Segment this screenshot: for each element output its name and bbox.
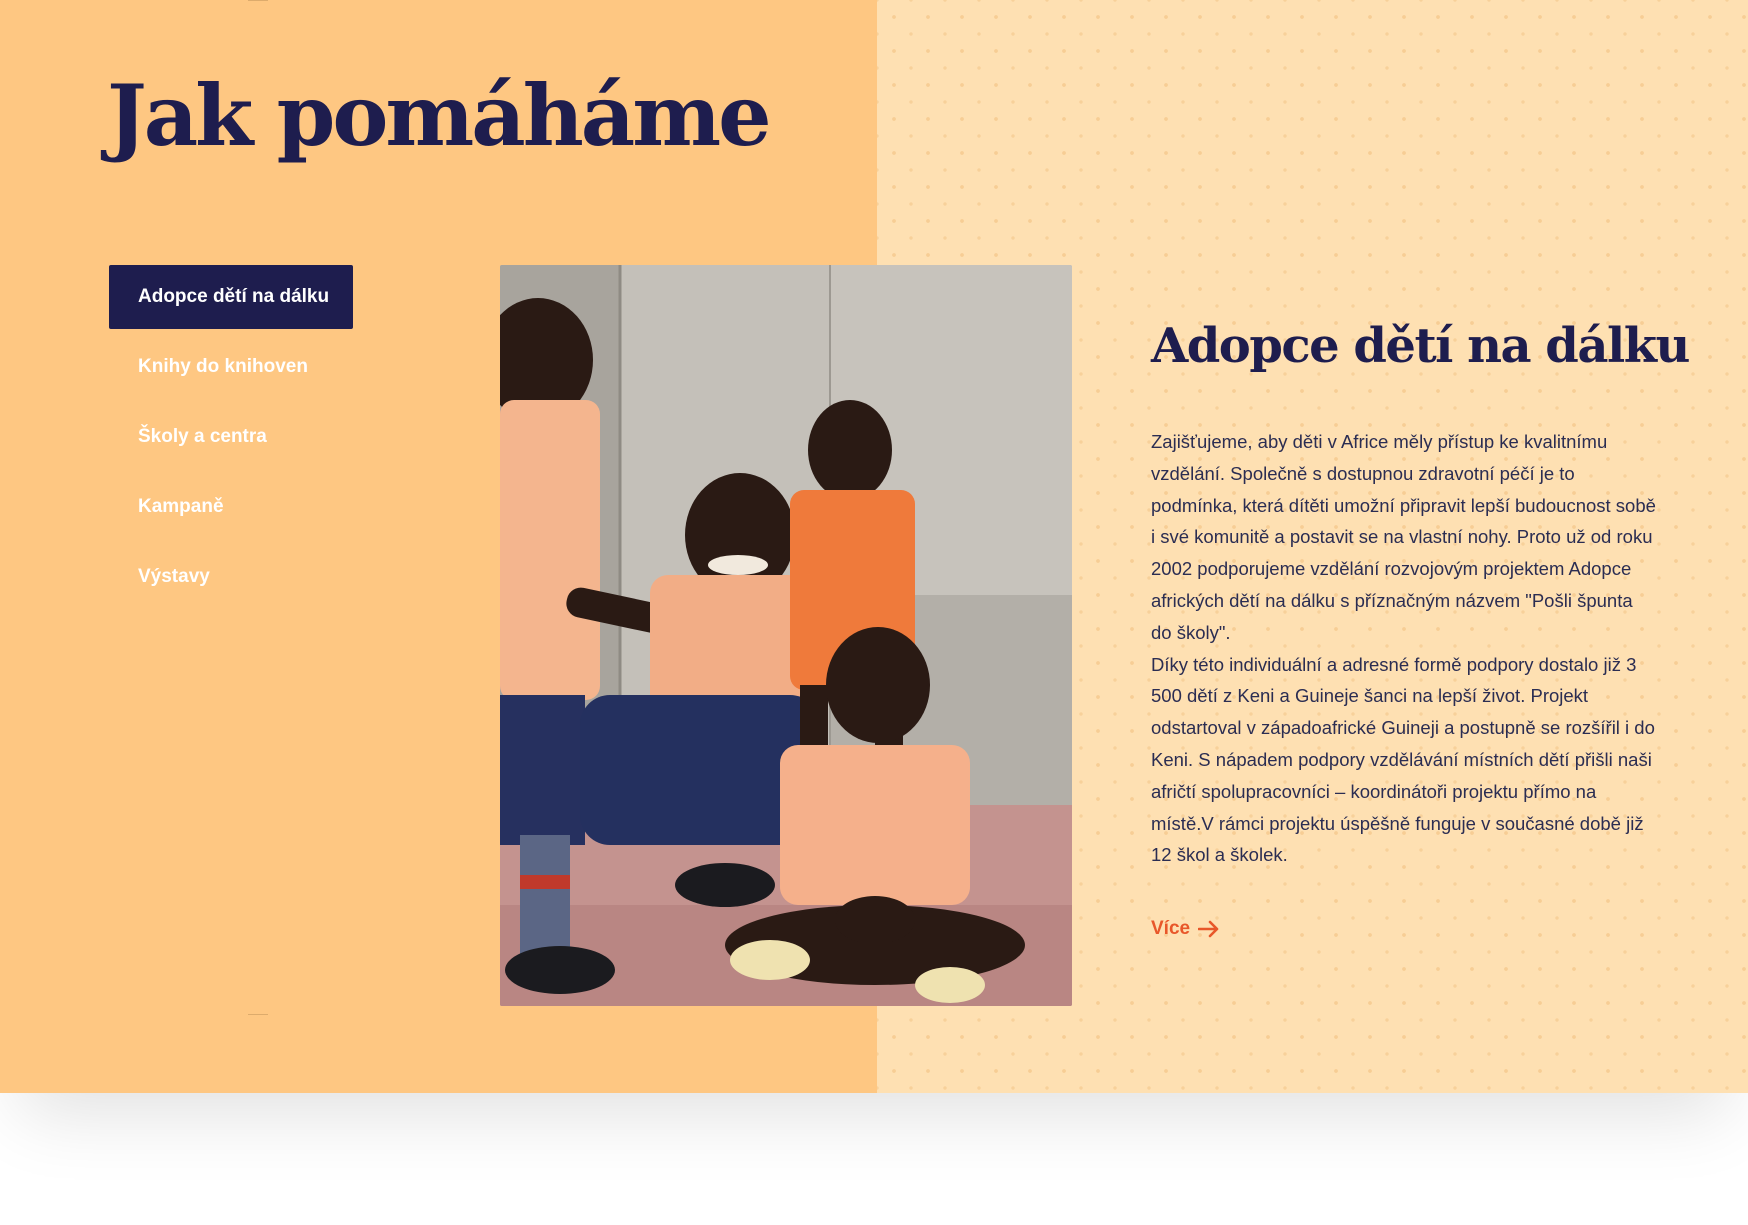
more-link[interactable] (1151, 918, 1220, 940)
program-nav (109, 265, 353, 615)
more-link-label: Více (1151, 918, 1191, 939)
nav-item-knihy[interactable]: Knihy do knihoven (138, 356, 308, 377)
nav-item-vystavy[interactable]: Výstavy (138, 566, 210, 587)
nav-item-adopce[interactable]: Adopce dětí na dálku (109, 265, 353, 329)
nav-item-kampane[interactable]: Kampaně (138, 496, 224, 517)
photo-children-image (500, 265, 1072, 1006)
content-paragraph: Zajišťujeme, aby děti v Africe měly přístup ke kvalitnímu vzdělání. Společně s dostupnou zdravotní péčí je to podmínka, která dítěti umožní připravit lepší budoucnost sobě i své komunitě a postavit se na vlastní nohy. Proto už od roku 2002 podporujeme vzdělání rozvojovým projektem Adopce afrických dětí na dálku s příznačným názvem "Pošli špunta do školy". (1151, 431, 1656, 643)
divider (248, 1014, 268, 1015)
content-paragraph: Díky této individuální a adresné formě podpory dostalo již 3 500 dětí z Keni a Guineje šanci na lepší život. Projekt odstartoval v západoafrické Guineji a postupně se rozšířil i do Keni. S nápadem podpory vzdělávání místních dětí přišli naši afričtí spolupracovníci – koordinátoři projektu přímo na místě.V rámci projektu úspěšně funguje v současné době již 12 škol a školek. (1151, 653, 1655, 866)
content-body (1151, 426, 1656, 871)
nav-item-skoly[interactable]: Školy a centra (138, 426, 267, 447)
content-title: Adopce dětí na dálku (1151, 318, 1689, 374)
divider (248, 0, 268, 1)
arrow-right-icon (1198, 919, 1220, 939)
page-title: Jak pomáháme (107, 66, 769, 165)
